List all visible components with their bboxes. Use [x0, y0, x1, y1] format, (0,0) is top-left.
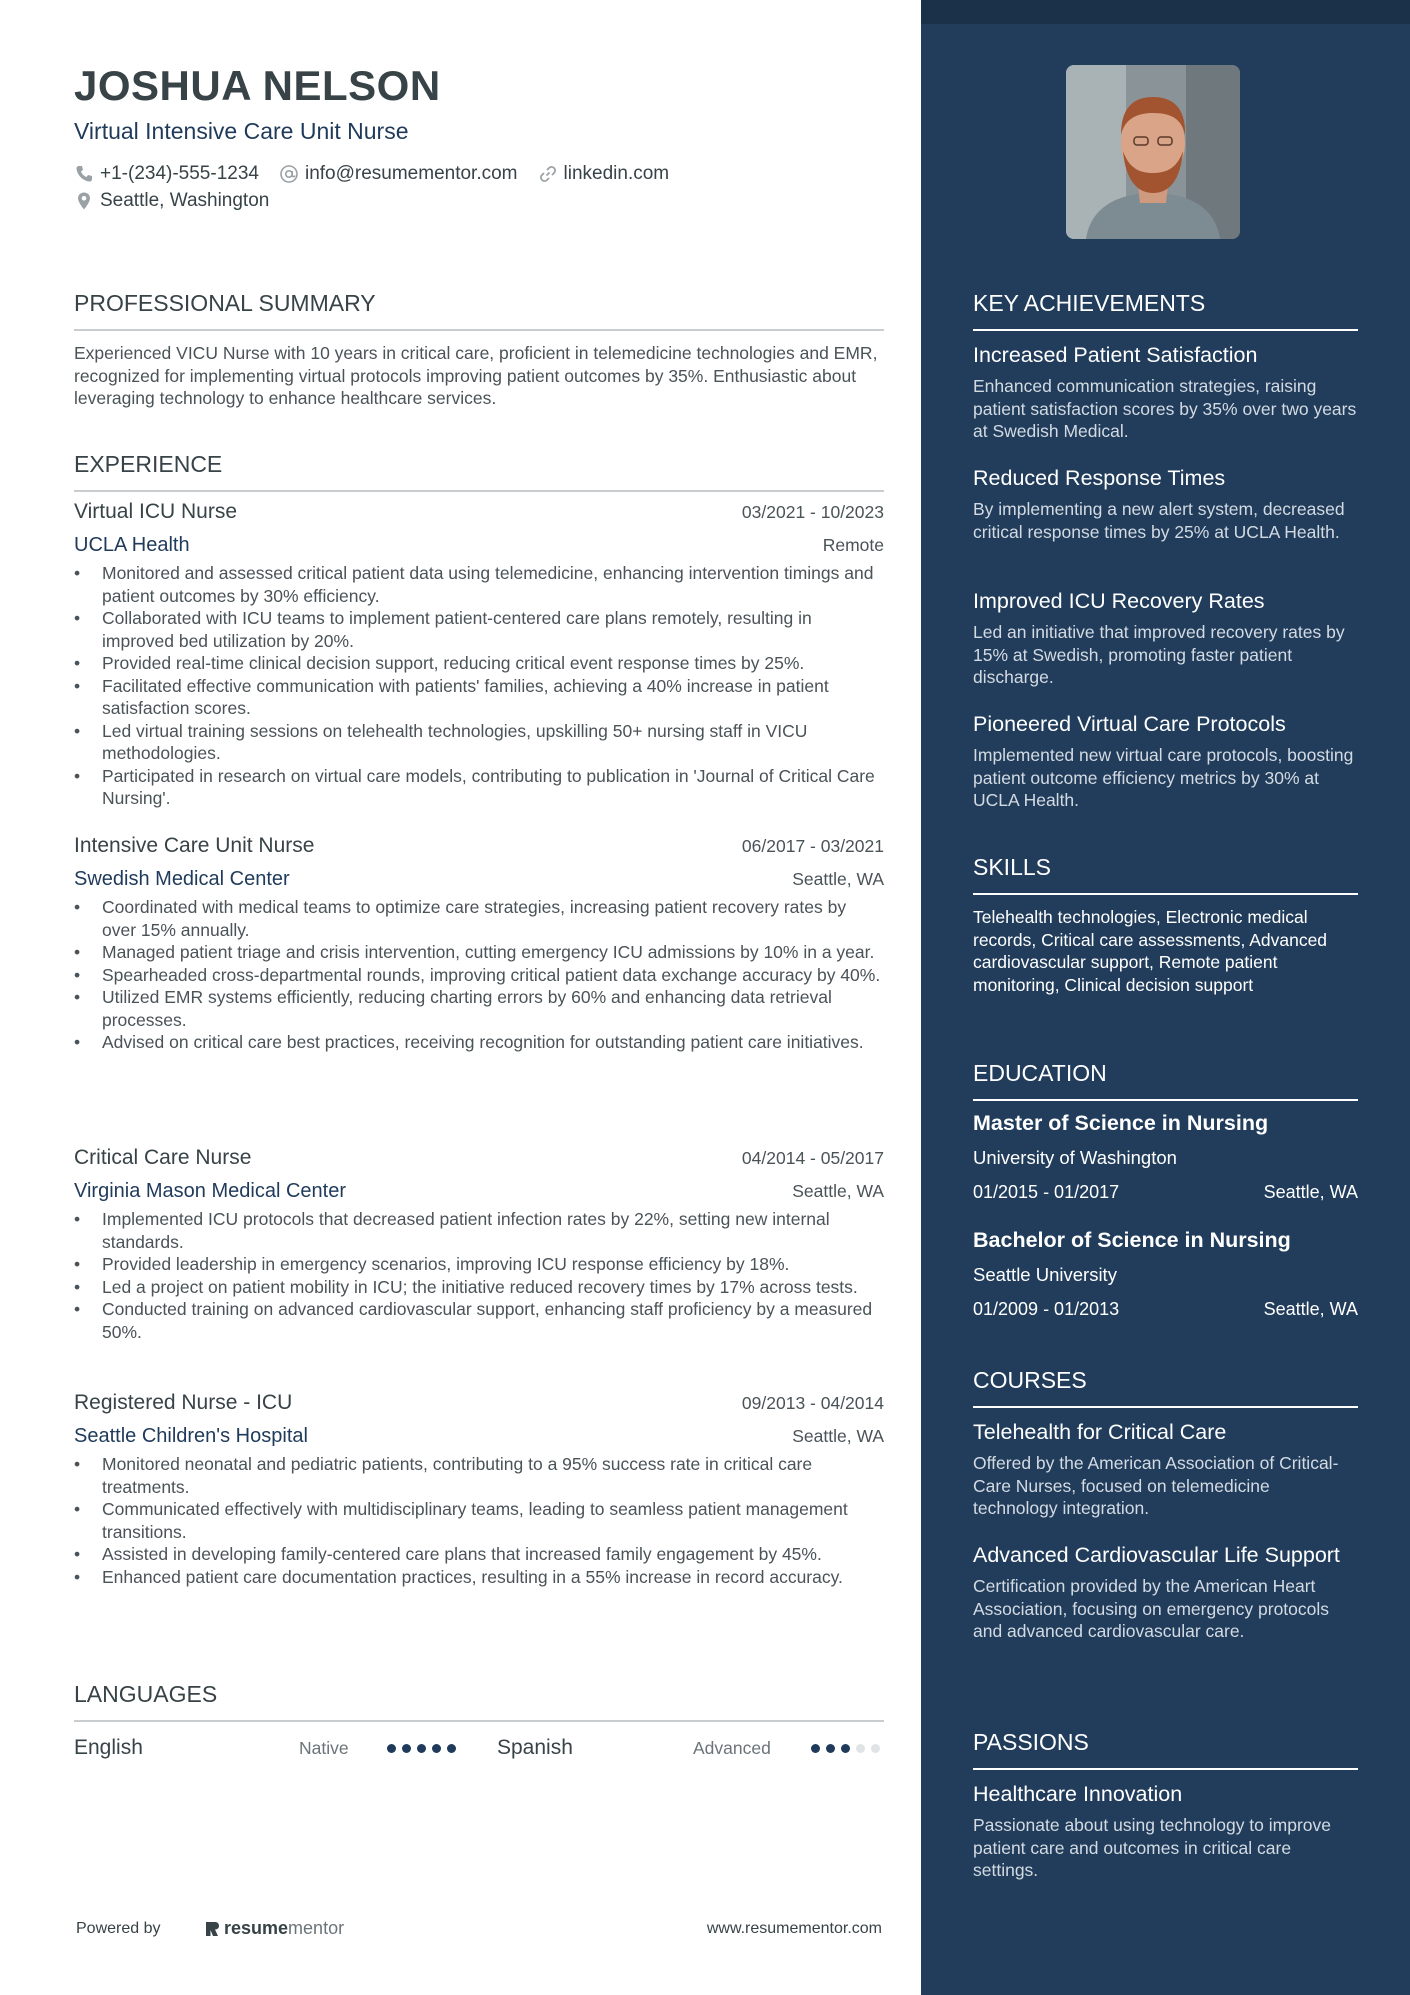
achievement-text: Implemented new virtual care protocols, boosting patient outcome efficiency metrics by 30% at UCLA Health. [973, 745, 1354, 810]
course-item [973, 1418, 1358, 1520]
job-bullet: • Implemented ICU protocols that decreased patient infection rates by 22%, setting new internal standards. [74, 1208, 884, 1253]
brand-light-text: mentor [288, 1918, 345, 1938]
course-text: Certification provided by the American Heart Association, focusing on emergency protocols and advanced cardiovascular care. [973, 1576, 1330, 1641]
job-bullets [74, 1208, 884, 1343]
location-pin-icon [74, 191, 94, 211]
passion-heading: Healthcare Innovation [973, 1782, 1183, 1806]
phone-contact[interactable] [74, 163, 259, 185]
job-bullets [74, 896, 884, 1054]
job-title: Registered Nurse - ICU [74, 1391, 293, 1414]
language-level: Native [299, 1737, 349, 1758]
powered-by-text: Powered by [76, 1920, 161, 1937]
job-bullets [74, 1453, 884, 1588]
proficiency-dot-filled [387, 1744, 396, 1753]
job-title: Intensive Care Unit Nurse [74, 834, 315, 857]
linkedin-text: linkedin.com [563, 162, 670, 184]
job-bullet: • Monitored and assessed critical patient data using telemedicine, enhancing intervention timings and patient outcomes by 30% efficiency. [74, 562, 884, 607]
education-school: University of Washington [973, 1147, 1177, 1168]
passion-text: Passionate about using technology to improve patient care and outcomes in critical care settings. [973, 1815, 1332, 1880]
profile-photo-image [1066, 65, 1240, 239]
job-dates: 03/2021 - 10/2023 [741, 502, 884, 522]
achievement-item [973, 587, 1358, 689]
experience-heading: EXPERIENCE [74, 451, 884, 492]
languages-list [74, 1733, 884, 1763]
sidebar-top-band [921, 0, 1410, 24]
proficiency-dot-filled [811, 1744, 820, 1753]
languages-heading: LANGUAGES [74, 1681, 884, 1722]
achievement-text: By implementing a new alert system, decreased critical response times by 25% at UCLA Health. [973, 499, 1345, 542]
achievement-heading: Pioneered Virtual Care Protocols [973, 712, 1286, 736]
job-entry [74, 834, 884, 1054]
job-bullet: • Utilized EMR systems efficiently, reducing charting errors by 60% and enhancing data retrieval processes. [74, 986, 884, 1031]
achievement-item [973, 464, 1358, 543]
contact-info [74, 160, 874, 214]
education-degree: Bachelor of Science in Nursing [973, 1228, 1291, 1252]
job-title: Critical Care Nurse [74, 1146, 252, 1169]
job-bullet: • Managed patient triage and crisis intervention, cutting emergency ICU admissions by 10% in a year. [74, 941, 884, 964]
job-company: UCLA Health [74, 534, 190, 556]
language-level-wrap [693, 1733, 771, 1763]
job-bullet: • Enhanced patient care documentation practices, resulting in a 55% increase in record accuracy. [74, 1566, 884, 1589]
proficiency-dot-filled [432, 1744, 441, 1753]
education-dates: 01/2009 - 01/2013 [973, 1299, 1120, 1319]
job-company: Swedish Medical Center [74, 868, 290, 890]
job-bullet: • Monitored neonatal and pediatric patients, contributing to a 95% success rate in critical care treatments. [74, 1453, 884, 1498]
education-heading: EDUCATION [973, 1060, 1358, 1101]
job-bullet: • Assisted in developing family-centered care plans that increased family engagement by 45%. [74, 1543, 884, 1566]
job-dates: 09/2013 - 04/2014 [741, 1393, 884, 1413]
phone-text: +1-(234)-555-1234 [100, 162, 259, 184]
email-text: info@resumementor.com [304, 162, 518, 184]
job-location: Remote [822, 535, 884, 555]
course-text: Offered by the American Association of Critical-Care Nurses, focused on telemedicine technology integration. [973, 1453, 1339, 1518]
summary-text: Experienced VICU Nurse with 10 years in critical care, proficient in telemedicine technologies and EMR, recognized for implementing virtual protocols improving patient outcomes by 35%. Enthusiastic about leveraging technology to enhance healthcare services. [74, 343, 878, 408]
language-name: English [74, 1736, 143, 1759]
job-bullet: • Conducted training on advanced cardiovascular support, enhancing staff proficiency by a measured 50%. [74, 1298, 884, 1343]
achievement-item [973, 710, 1358, 812]
proficiency-dot-filled [826, 1744, 835, 1753]
candidate-name: JOSHUA NELSON [74, 62, 441, 109]
language-dots-wrap [387, 1733, 462, 1763]
footer [76, 1918, 882, 1942]
language-name: Spanish [497, 1736, 573, 1759]
job-dates: 06/2017 - 03/2021 [741, 836, 884, 856]
proficiency-dot-filled [841, 1744, 850, 1753]
job-entry [74, 500, 884, 810]
at-icon [279, 164, 299, 184]
job-bullet: • Coordinated with medical teams to optimize care strategies, increasing patient recovery rates by over 15% annually. [74, 896, 884, 941]
proficiency-dot-filled [417, 1744, 426, 1753]
education-degree: Master of Science in Nursing [973, 1111, 1269, 1135]
language-level: Advanced [693, 1737, 771, 1758]
location-contact [74, 190, 269, 212]
job-bullet: • Advised on critical care best practices, receiving recognition for outstanding patient care initiatives. [74, 1031, 884, 1054]
job-bullet: • Participated in research on virtual care models, contributing to publication in 'Journal of Critical Care Nursing'. [74, 765, 884, 810]
education-school: Seattle University [973, 1264, 1117, 1285]
education-location: Seattle, WA [1263, 1299, 1358, 1319]
language-dots-wrap [811, 1733, 886, 1763]
passions-heading: PASSIONS [973, 1729, 1358, 1770]
education-item [973, 1111, 1358, 1203]
summary-heading: PROFESSIONAL SUMMARY [74, 290, 884, 331]
course-heading: Advanced Cardiovascular Life Support [973, 1543, 1340, 1567]
language-level-wrap [299, 1733, 349, 1763]
courses-heading: COURSES [973, 1367, 1358, 1408]
job-location: Seattle, WA [792, 1181, 884, 1201]
linkedin-contact[interactable] [538, 163, 670, 185]
achievement-heading: Increased Patient Satisfaction [973, 343, 1258, 367]
proficiency-dot-filled [447, 1744, 456, 1753]
proficiency-dot-filled [402, 1744, 411, 1753]
job-bullet: • Led virtual training sessions on telehealth technologies, upskilling 50+ nursing staff in VICU methodologies. [74, 720, 884, 765]
education-item [973, 1228, 1358, 1320]
achievement-text: Enhanced communication strategies, raising patient satisfaction scores by 35% over two years at Swedish Medical. [973, 376, 1357, 441]
achievement-heading: Reduced Response Times [973, 466, 1226, 490]
job-bullet: • Provided real-time clinical decision support, reducing critical event response times by 25%. [74, 652, 884, 675]
job-bullet: • Communicated effectively with multidisciplinary teams, leading to seamless patient management transitions. [74, 1498, 884, 1543]
sidebar [921, 0, 1410, 1995]
website-link[interactable]: www.resumementor.com [706, 1920, 882, 1937]
language-dots [811, 1744, 886, 1753]
achievement-item [973, 341, 1358, 443]
email-contact[interactable] [279, 163, 518, 185]
location-text: Seattle, Washington [100, 189, 270, 211]
brand-logo[interactable] [202, 1918, 344, 1939]
achievement-text: Led an initiative that improved recovery rates by 15% at Swedish, promoting faster patient discharge. [973, 622, 1345, 687]
resumementor-logo-icon [202, 1919, 222, 1939]
job-company: Virginia Mason Medical Center [74, 1180, 346, 1202]
job-bullet: • Provided leadership in emergency scenarios, improving ICU response efficiency by 18%. [74, 1253, 884, 1276]
job-company: Seattle Children's Hospital [74, 1425, 308, 1447]
job-bullet: • Collaborated with ICU teams to implement patient-centered care plans remotely, resulting in improved bed utilization by 20%. [74, 607, 884, 652]
job-title: Virtual ICU Nurse [74, 500, 237, 523]
job-bullet: • Facilitated effective communication with patients' families, achieving a 40% increase in patient satisfaction scores. [74, 675, 884, 720]
proficiency-dot-empty [871, 1744, 880, 1753]
job-bullet: • Spearheaded cross-departmental rounds, improving critical patient data exchange accuracy by 40%. [74, 964, 884, 987]
proficiency-dot-empty [856, 1744, 865, 1753]
job-entry [74, 1391, 884, 1588]
candidate-role: Virtual Intensive Care Unit Nurse [74, 118, 409, 144]
language-dots [387, 1744, 462, 1753]
phone-icon [74, 164, 94, 184]
job-entry [74, 1146, 884, 1343]
skills-heading: SKILLS [973, 854, 1358, 895]
language-item [497, 1733, 573, 1763]
course-item [973, 1541, 1358, 1643]
main-column [74, 0, 884, 1995]
brand-bold-text: resume [224, 1918, 289, 1938]
job-bullets [74, 562, 884, 810]
job-location: Seattle, WA [792, 1426, 884, 1446]
education-dates: 01/2015 - 01/2017 [973, 1182, 1120, 1202]
job-dates: 04/2014 - 05/2017 [741, 1148, 884, 1168]
profile-photo [1066, 65, 1240, 239]
achievement-heading: Improved ICU Recovery Rates [973, 589, 1265, 613]
education-location: Seattle, WA [1263, 1182, 1358, 1202]
passion-item [973, 1780, 1358, 1882]
link-icon [538, 164, 558, 184]
language-item [74, 1733, 143, 1763]
skills-text: Telehealth technologies, Electronic medical records, Critical care assessments, Advanced cardiovascular support, Remote patient monitoring, Clinical decision support [973, 907, 1328, 995]
job-bullet: • Led a project on patient mobility in ICU; the initiative reduced recovery times by 17% across tests. [74, 1276, 884, 1299]
achievements-heading: KEY ACHIEVEMENTS [973, 290, 1358, 331]
course-heading: Telehealth for Critical Care [973, 1420, 1227, 1444]
job-location: Seattle, WA [792, 869, 884, 889]
